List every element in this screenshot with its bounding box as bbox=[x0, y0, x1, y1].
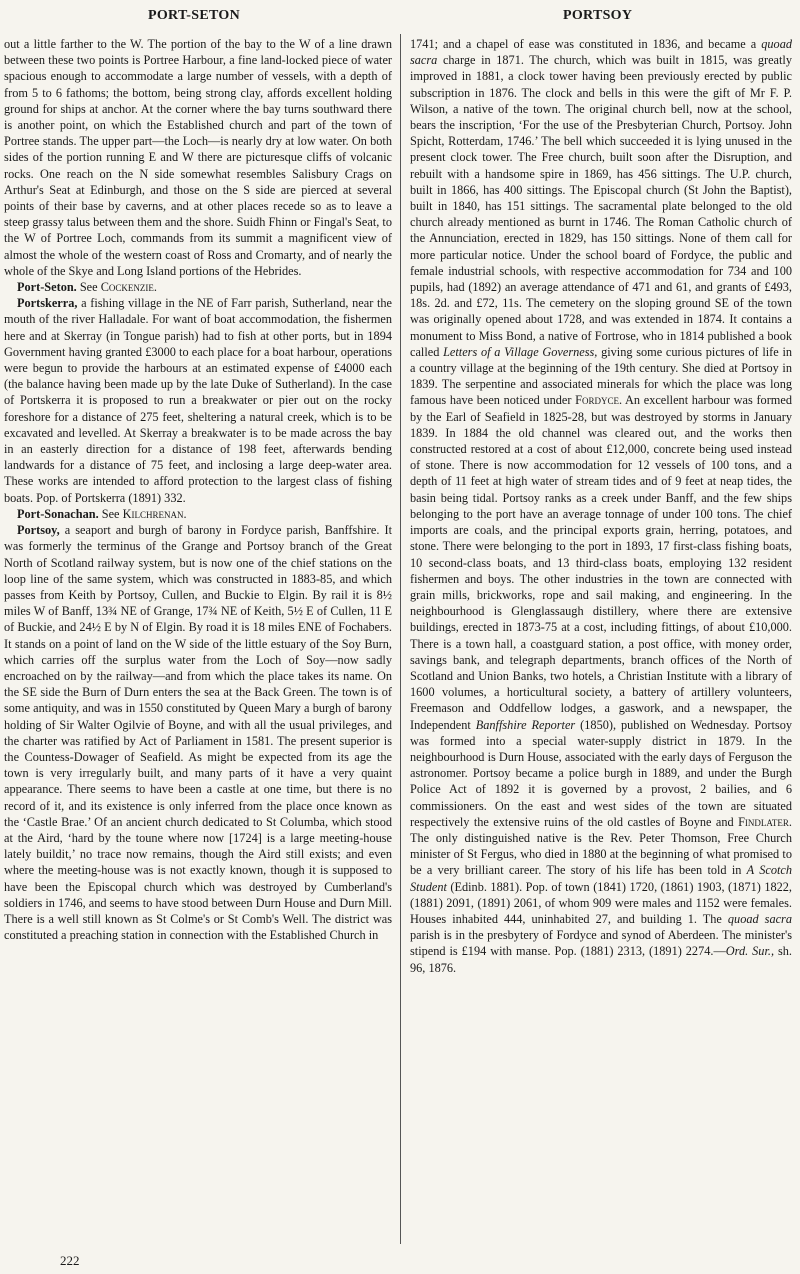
entry-text: a fishing village in the NE of Farr parish, Sutherland, near the mouth of the river Halladale. For want of boat accommodation, the fishermen here and at Skerray (in Tongue parish) had to fish at other ports, but in 1894 Government having granted £3000 to each place for a boat harbour, operations were begun to provide the harbours at an estimated expense of £4000 each (the balance having been made up by the late Duke of Sutherland). In the case of Portskerra it is proposed to run a breakwater or pier out on the rocky foreshore for a distance of 275 feet, sheltering a natural creek, which is to be excavated and levelled. At Skerray a breakwater is to be made across the bay in an easterly direction for a distance of 198 feet, afterwards bending landwards for a distance of 75 feet, and inclosing a large deep-water area. These works are intended to afford protection to the largest class of fishing boats. Pop. of Portskerra (1891) 332. bbox=[4, 296, 393, 505]
book-title: A Scotch Student bbox=[410, 863, 792, 894]
italic-run: Ord. Sur., bbox=[725, 944, 775, 959]
cross-reference: Cockenzie. bbox=[100, 280, 157, 295]
text-run: The only distinguished native is the Rev. Peter Thomson, Free Church minister of St Fergus, who died in 1880 at the beginning of what promised to be a very brilliant career. The story of his life has been told in bbox=[410, 830, 792, 878]
entry-port-sonachan bbox=[4, 506, 392, 522]
paragraph-portsoy-continued bbox=[410, 36, 792, 976]
text-run: (1850), published on Wednesday. Portsoy was formed into a special water-supply district in 1879. In the neighbourhood is Durn House, associated with the early days of Ferguson the astronomer. Portsoy became a police burgh in 1889, and under the Burgh Police Act of 1892 it is governed by a provost, 2 bailies, and 6 commissioners. On the east and west sides of the town are situated respectively the extensive ruins of the old castles of Boyne and bbox=[410, 717, 792, 829]
cross-reference: Fordyce. bbox=[575, 393, 623, 408]
italic-run: quoad sacra bbox=[727, 911, 792, 926]
text-run: giving some curious pictures of life in a country village at the beginning of the 19th century. She died at Portsoy in 1839. The serpentine and associated minerals for which the place was long famous have been noticed under bbox=[410, 344, 793, 408]
headword-port-sonachan: Port-Sonachan. bbox=[17, 506, 99, 521]
newspaper-title: Banffshire Reporter bbox=[475, 717, 576, 732]
see-label: See bbox=[101, 506, 120, 521]
headword-portsoy: Portsoy, bbox=[17, 523, 60, 538]
book-title: Letters of a Village Governess, bbox=[443, 344, 598, 359]
text-run: An excellent harbour was formed by the Earl of Seafield in 1825-28, but was destroyed by storms in January 1839. In 1884 the old channel was cleared out, and the works then constructed restored at a cost of about £12,000, concrete being used instead of stone. There is now accommodation for 12 vessels of 100 tons, and a depth of 11 feet at high water of stream tides and of 9 feet at neap tides, the basin being tidal. Portsoy ranks as a creek under Banff, and the few ships belonging to the port have an average tonnage of under 100 tons. The chief imports are coals, and the principal exports grain, herring, potatoes, and stone. There were belonging to the port in 1893, 17 first-class fishing boats, 10 second-class boats, and 13 third-class boats, employing 132 resident fishermen and boys. The other industries in the town are connected with grain mills, brickworks, rope and sail making, and engineering. In the neighbourhood is Glenglassaugh distillery, where there are extensive buildings, erected in 1873-75 at a cost, including fittings, of about £10,000. There is a town hall, a coastguard station, a post office, with money order, savings bank, and telegraph departments, branch offices of the North of Scotland and Union Banks, two hotels, a Christian Institute with a library of 1600 volumes, a horticultural society, a battery of artillery volunteers, Freemason and Oddfellow lodges, a gaswork, and a newspaper, the Independent bbox=[410, 393, 792, 732]
italic-run: quoad sacra bbox=[410, 37, 792, 68]
paragraph-portree: out a little farther to the W. The portion of the bay to the W of a line drawn between these two points is Portree Harbour, a fine land-locked piece of water spacious enough to accommodate a large number of vessels, with a depth of from 5 to 6 fathoms; the bottom, being strong clay, affords excellent holding ground for ships at anchor. At the corner where the bay turns southward there is another point, on which the Established church and part of the town of Portree stands. The upper part—the Loch—is nearly dry at low water. On both sides of the portion running E and W there are picturesque cliffs of volcanic rocks. One reach on the N side somewhat resembles Salisbury Crags on Arthur's Seat at Edinburgh, and those on the S side are pierced at several points of their base by caverns, and at other places recede so as to leave a steep grassy talus between them and the shore. Suidh Fhinn or Fingal's Seat, to the W of Portree Loch, commands from its summit a magnificent view of almost the whole of the western coast of Ross and Cromarty, and of nearly the whole of the Skye and Long Island portions of the Hebrides. bbox=[4, 37, 392, 278]
headword-portskerra: Portskerra, bbox=[17, 296, 78, 311]
entry-portskerra bbox=[4, 295, 392, 506]
headword-port-seton: Port-Seton. bbox=[17, 280, 77, 295]
cross-reference: Kilchrenan. bbox=[122, 506, 187, 521]
cross-reference: Findlater. bbox=[738, 814, 792, 829]
running-header-left: PORT-SETON bbox=[148, 8, 240, 23]
text-run: (Edinb. 1881). Pop. of town (1841) 1720, (1861) 1903, (1871) 1822, (1881) 2091, (1891) 2061, of whom 909 were males and 1152 were females. Houses inhabited 444, uninhabited 27, and building 1. The bbox=[410, 879, 793, 926]
running-header-right: PORTSOY bbox=[563, 8, 633, 23]
see-label: See bbox=[79, 280, 98, 295]
text-run: 1741; and a chapel of ease was constituted in 1836, and became a bbox=[410, 37, 757, 51]
column-divider bbox=[400, 34, 401, 1244]
text-run: parish is in the presbytery of Fordyce and synod of Aberdeen. The minister's stipend is £194 with manse. Pop. (1881) 2313, (1891) 2274.— bbox=[410, 928, 792, 959]
text-run: charge in 1871. The church, which was built in 1815, was greatly improved in 1881, a clock tower having been previously erected by public subscription in 1876. The clock and bells in this were the gift of Mr F. P. Wilson, a native of the town. The original church bell, now at the school, bears the inscription, ‘For the use of the Presbyterian Church, Portsoy. John Spicht, Rotterdam, 1746.’ The bell which succeeded it is lying unused in the present clock tower. The Free church, built soon after the Disruption, and rebuilt with a handsome spire in 1869, has 456 sittings. The U.P. church, built in 1866, has 400 sittings. The Episcopal church (St John the Baptist), built in 1840, has 151 sittings. The sacramental plate belonged to the old church already mentioned as burnt in 1746. The Roman Catholic church of the Annunciation, erected in 1829, has 150 sittings. None of them call for more particular notice. Under the school board of Fordyce, the public and female industrial schools, with respective accommodation for 734 and 100 pupils, had (1892) an average attendance of 471 and 61, and grants of £493, 18s. 2d. and £72, 11s. The cemetery on the sloping ground SE of the town was originally opened about 1728, and was extended in 1874. It contains a monument to Miss Bond, a native of Fortrose, who in 1814 published a book called bbox=[410, 53, 792, 359]
entry-text: a seaport and burgh of barony in Fordyce parish, Banffshire. It was formerly the terminus of the Grange and Portsoy branch of the Great North of Scotland railway system, but is now one of the chief stations on the loop line of the same system, which was constructed in 1883-85, and which passes from Keith by Portsoy, Cullen, and Buckie to Elgin. By rail it is 8½ miles W of Banff, 13¾ NE of Grange, 17¾ NE of Keith, 5½ E of Cullen, 11 E of Buckie, and 24½ E by N of Elgin. By road it is 18 miles ENE of Fochabers. It stands on a point of land on the W side of the little estuary of the Soy Burn, which carries off the surplus water from the Loch of Soy—now sadly encroached on by the railway—and from which the place takes its name. On the SE side the Burn of Durn enters the sea at the Back Green. The town is of some antiquity, and was in 1550 constituted by Queen Mary a burgh of barony holding of Sir Walter Ogilvie of Boyne, and with all the usual privileges, and the charter was ratified by Act of Parliament in 1581. The present superior is the Countess-Dowager of Seafield. As might be expected from its age the town is very irregularly built, and many parts of it have a very quaint appearance. There seems to have been a castle at one time, but there is no record of it, and its existence is only inferred from the place once known as the ‘Castle Brae.’ Of an ancient church dedicated to St Columba, which stood at the Aird, ‘hard by the toune where now [1724] is a large meeting-house lately buildit,’ no trace now remains, though the Aird still exists; and even where the meeting-house was is not exactly known, though it is supposed to have been the Episcopal church which was destroyed by Cumberland's soldiers in 1746, and seems to have stood between Durn House and Durn Mill. There is a well still known as St Colme's or St Comb's Well. The district was constituted a preaching station in connection with the Established Church in bbox=[4, 523, 392, 943]
text-run: sh. 96, 1876. bbox=[410, 944, 792, 975]
entry-port-seton bbox=[4, 279, 392, 295]
entry-portsoy bbox=[4, 522, 392, 943]
page-number: 222 bbox=[60, 1253, 80, 1268]
left-column bbox=[4, 36, 392, 943]
right-column bbox=[410, 36, 792, 976]
